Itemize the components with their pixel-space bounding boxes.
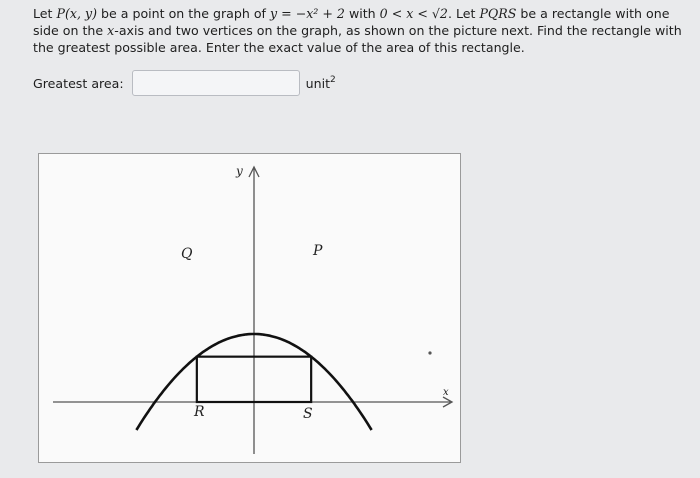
label-P: P xyxy=(313,243,323,259)
label-Q: Q xyxy=(181,246,193,262)
graph-figure xyxy=(38,153,461,463)
label-x-axis: x xyxy=(443,387,449,398)
answer-label: Greatest area: xyxy=(33,75,124,91)
label-S: S xyxy=(303,406,313,422)
point-notation: P(x, y) xyxy=(56,6,98,21)
domain-inequality: 0 < x < √2 xyxy=(379,6,448,21)
label-R: R xyxy=(194,404,205,420)
greatest-area-input[interactable] xyxy=(132,70,300,96)
unit-label: unit$^2$ xyxy=(305,75,336,91)
stray-mark xyxy=(428,351,431,354)
rectangle-name: PQRS xyxy=(479,6,517,21)
graph-svg xyxy=(39,154,462,464)
label-y-axis: y xyxy=(236,164,243,178)
problem-statement: Let P(x, y) be a point on the graph of y = −x² + 2 with 0 < x < √2. Let PQRS be a rectangle with one side on the x-axis and two vertices on the graph, as shown on the picture next. Find the rectangle with the greatest possible area. Enter the exact value of the area of this rectangle. xyxy=(33,6,682,55)
function-equation: y = −x² + 2 xyxy=(269,6,345,21)
answer-row xyxy=(33,70,336,96)
